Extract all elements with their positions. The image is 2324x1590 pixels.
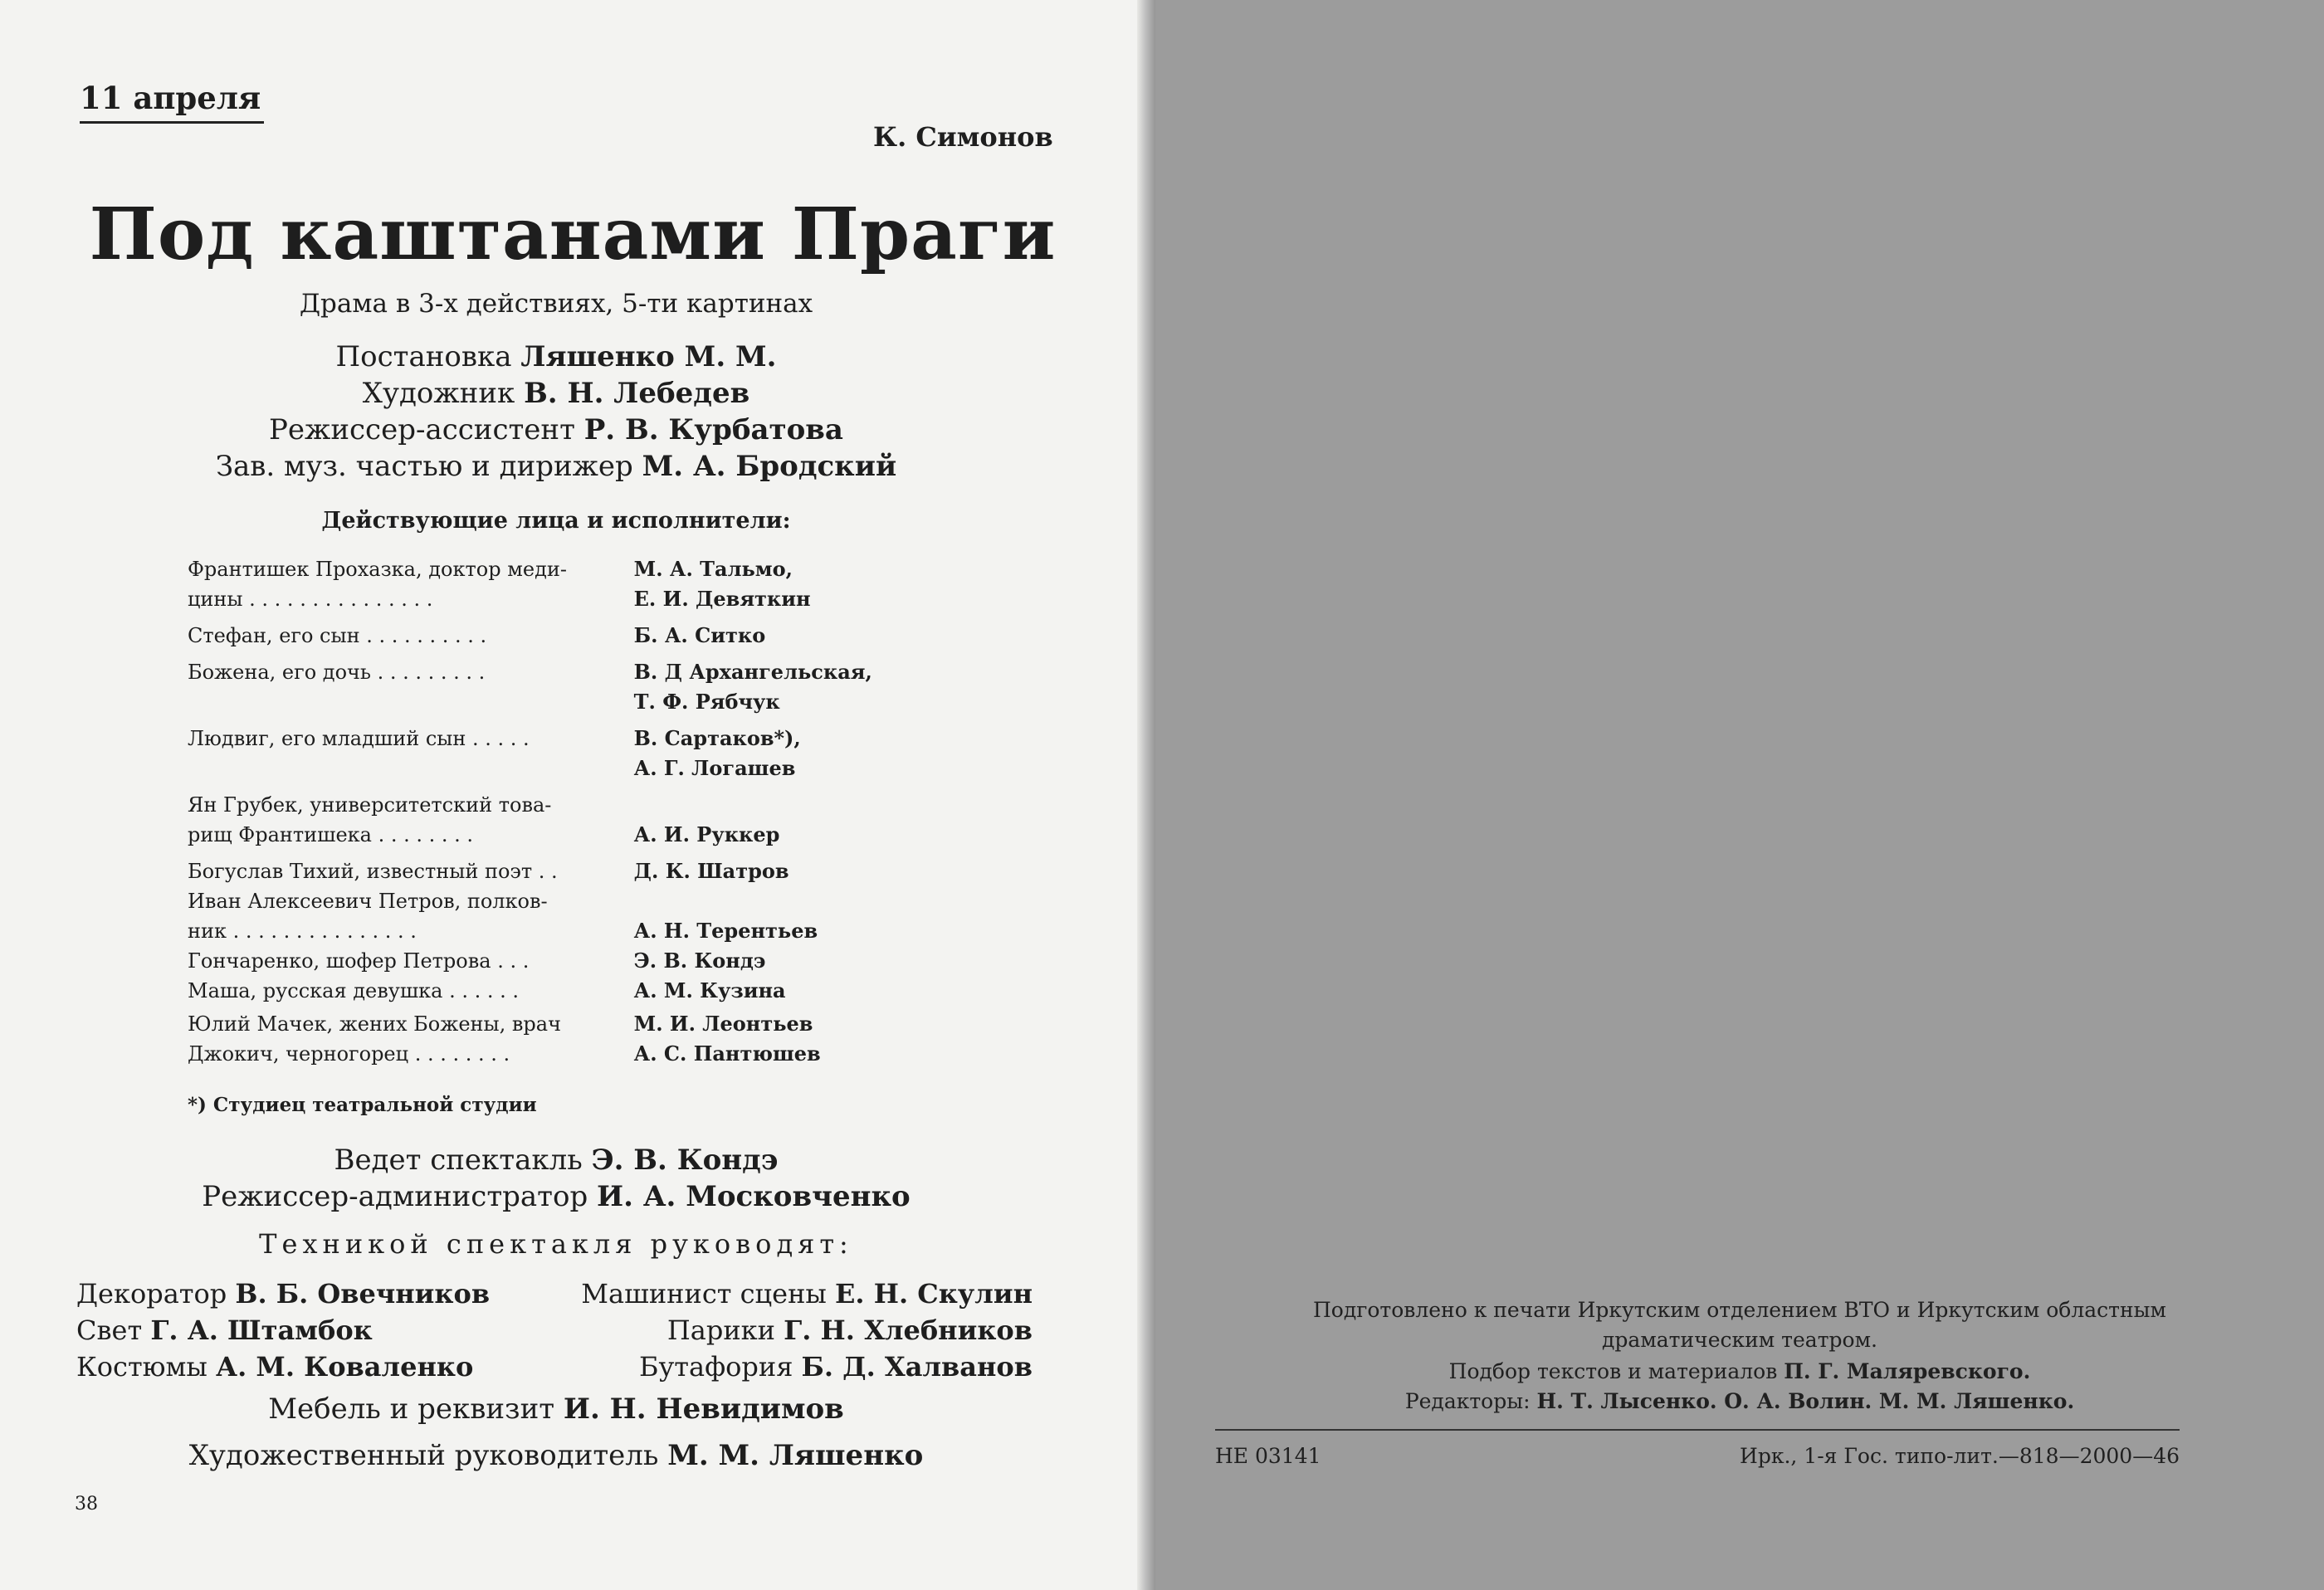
stage-manager: Ведет спектакль Э. В. Кондэ (334, 1144, 779, 1177)
author-name: К. Симонов (873, 121, 1053, 153)
tech-wigs: Парики Г. Н. Хлебников (666, 1314, 1033, 1346)
imprint-printer: Ирк., 1-я Гос. типо-лит.—818—2000—46 (1740, 1444, 2180, 1468)
cast-row: Маша, русская девушка . . . . . . А. М. Кузина (188, 978, 786, 1002)
date-underline (80, 121, 264, 124)
footnote: *) Студиец театральной студии (188, 1094, 537, 1116)
tech-heading: Техникой спектакля руководят: (259, 1228, 853, 1260)
date-label: 11 апреля (80, 80, 261, 116)
cast-row: Людвиг, его младший сын . . . . . В. Сартаков*), А. Г. Логашев (188, 726, 801, 780)
furniture-credit: Мебель и реквизит И. Н. Невидимов (268, 1392, 844, 1426)
tech-props: Бутафория Б. Д. Халванов (638, 1351, 1033, 1383)
cast-row: Гончаренко, шофер Петрова . . . Э. В. Кондэ (188, 949, 766, 973)
cast-row: Франтишек Прохазка, доктор меди- цины . . . . . . . . . . . . . . . М. А. Тальмо, Е. И. Девяткин (188, 557, 811, 611)
cast-row: Иван Алексеевич Петров, полков- ник . . . . . . . . . . . . . . . А. Н. Терентьев (188, 890, 818, 943)
cast-list (188, 554, 918, 1069)
cast-row: Стефан, его сын . . . . . . . . . . Б. А. Ситко (188, 623, 766, 647)
cast-row: Богуслав Тихий, известный поэт . . Д. К. Шатров (188, 859, 789, 883)
tech-decorator: Декоратор В. Б. Овечников (76, 1278, 491, 1310)
admin-director: Режиссер-администратор И. А. Московченко (202, 1180, 911, 1213)
cast-heading: Действующие лица и исполнители: (321, 508, 791, 534)
cast-row: Божена, его дочь . . . . . . . . . В. Д Архангельская, Т. Ф. Рябчук (188, 660, 872, 714)
cast-row: Джокич, черногорец . . . . . . . . А. С. Пантюшев (188, 1041, 821, 1066)
cast-row: Юлий Мачек, жених Божены, врач М. И. Леонтьев (188, 1012, 813, 1036)
imprint-rule (1215, 1429, 2180, 1431)
credit-music: Зав. муз. частью и дирижер М. А. Бродский (215, 450, 897, 483)
play-title: Под каштанами Праги (89, 193, 1057, 276)
cast-row: Ян Грубек, университетский това- рищ Франтишека . . . . . . . . А. И. Руккер (188, 793, 780, 846)
tech-light: Свет Г. А. Штамбок (76, 1314, 373, 1346)
art-director-credit: Художественный руководитель М. М. Ляшенко (188, 1439, 924, 1472)
tech-costumes: Костюмы А. М. Коваленко (76, 1351, 474, 1383)
imprint-line-1: Подготовлено к печати Иркутским отделением ВТО и Иркутским областным (1313, 1298, 2166, 1322)
page-number: 38 (75, 1494, 98, 1514)
imprint-editors: Редакторы: Н. Т. Лысенко. О. А. Волин. М. М. Ляшенко. (1404, 1389, 2075, 1413)
tech-machinist: Машинист сцены Е. Н. Скулин (581, 1278, 1033, 1310)
credit-designer: Художник В. Н. Лебедев (362, 377, 750, 410)
imprint-selection: Подбор текстов и материалов П. Г. Маляревского. (1448, 1359, 2031, 1383)
credit-director: Постановка Ляшенко М. М. (335, 340, 777, 373)
imprint-line-2: драматическим театром. (1602, 1328, 1877, 1352)
credit-assistant: Режиссер-ассистент Р. В. Курбатова (269, 413, 843, 446)
imprint-code: НЕ 03141 (1215, 1444, 1321, 1468)
play-subtitle: Драма в 3-х действиях, 5-ти картинах (299, 289, 813, 319)
